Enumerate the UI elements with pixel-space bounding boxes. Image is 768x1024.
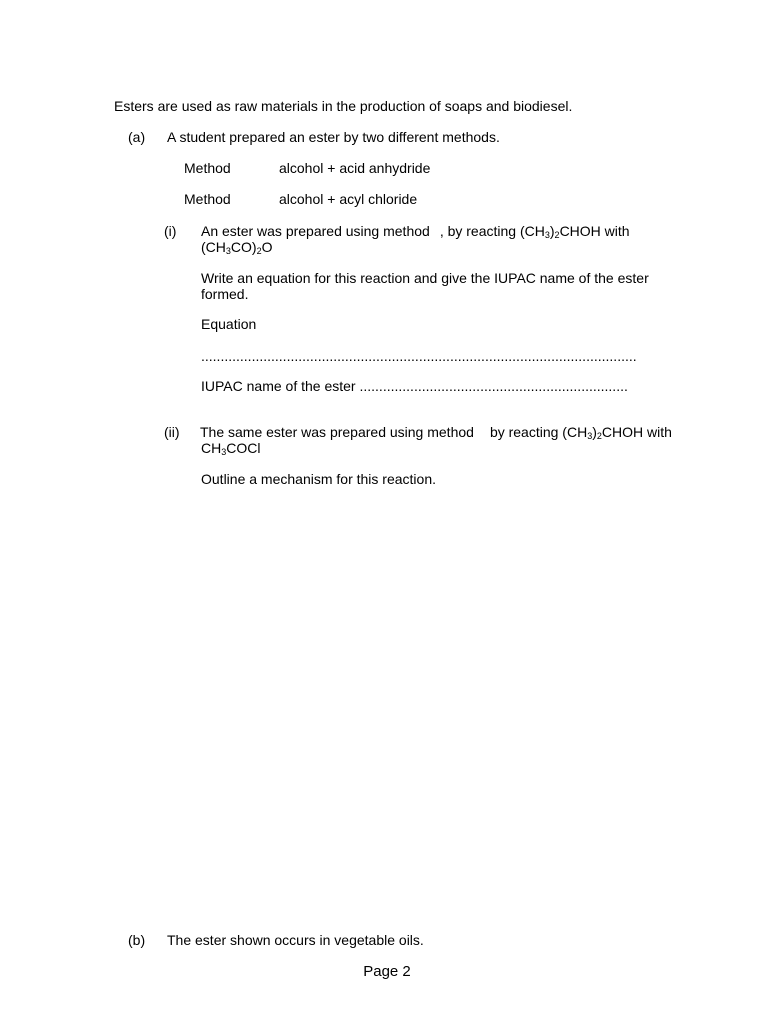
sub-ii-outline: Outline a mechanism for this reaction. <box>201 471 436 487</box>
equation-label: Equation <box>201 316 257 332</box>
mechanism-answer-area[interactable] <box>201 500 681 910</box>
sub-i-instruction-line-2: formed. <box>201 286 249 302</box>
sub-ii-line-1: The same ester was prepared using method by reacting $(CH_3)_2CHOH$ with <box>200 424 672 441</box>
equation-answer-line[interactable]: ................................................................................................................ <box>201 348 637 364</box>
part-b-label: (b) <box>128 932 146 948</box>
sub-ii-label: (ii) <box>164 424 180 440</box>
method-2-description: alcohol + acyl chloride <box>279 191 418 207</box>
sub-i-label: (i) <box>164 223 177 239</box>
iupac-name-answer-line[interactable]: ..................................................................... <box>359 378 628 394</box>
sub-i-instruction-line-1: Write an equation for this reaction and give the IUPAC name of the ester <box>201 270 649 286</box>
part-a-label: (a) <box>128 129 146 145</box>
iupac-name-label: IUPAC name of the ester <box>201 378 356 394</box>
method-1-label: Method <box>184 160 231 176</box>
method-2-label: Method <box>184 191 231 207</box>
method-1-description: alcohol + acid anhydride <box>279 160 431 176</box>
part-a-text: A student prepared an ester by two different methods. <box>167 129 500 145</box>
iupac-name-row <box>201 378 628 394</box>
intro-text: Esters are used as raw materials in the production of soaps and biodiesel. <box>114 98 573 114</box>
sub-i-line-1: An ester was prepared using method , by reacting $(CH_3)_2CHOH$ with <box>201 223 630 240</box>
part-b-text: The ester shown occurs in vegetable oils. <box>167 932 424 948</box>
sub-ii-line-2: $CH_3COCl$ <box>201 440 261 457</box>
sub-i-line-2: $(CH_3CO)_2O$ <box>201 239 273 256</box>
page-number: Page 2 <box>363 963 411 980</box>
